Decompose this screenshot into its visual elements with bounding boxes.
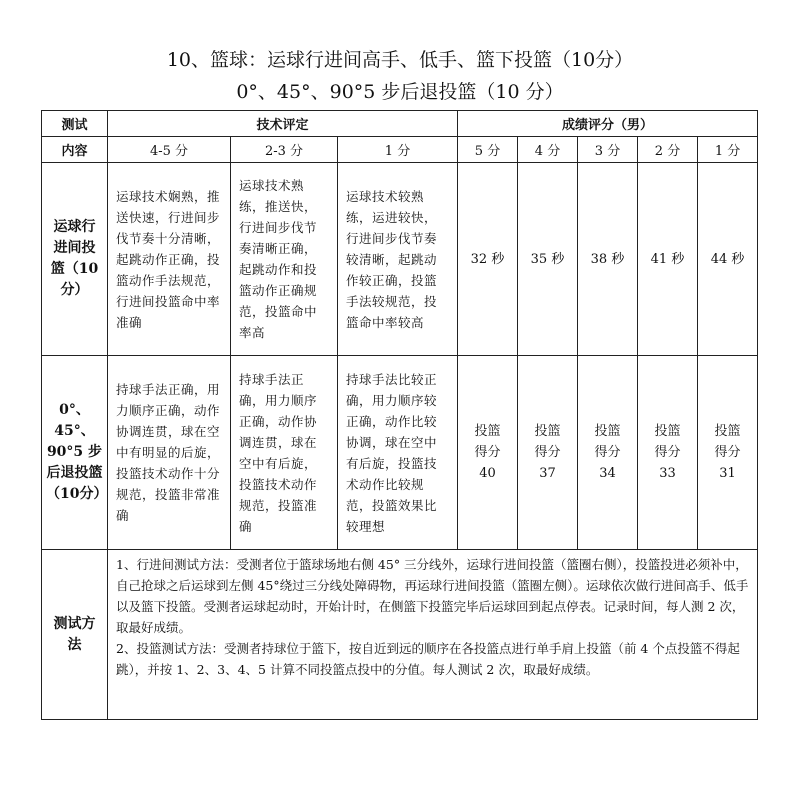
header-test-label-a: 测试 [42, 111, 108, 137]
shot-score-value: 40 [479, 466, 496, 481]
time-score: 44 秒 [698, 163, 758, 356]
shot-score [698, 356, 758, 550]
method-text [108, 550, 758, 720]
tech-desc: 持球手法比较正确，用力顺序较正确，动作比较协调，球在空中有后旋，投篮技术动作比较规范，投篮效果比较理想 [338, 356, 458, 550]
points-header: 5 分 [458, 137, 518, 163]
method-paragraph-1: 1、行进间测试方法：受测者位于篮球场地右侧 45° 三分线外，运球行进间投篮（篮圈右侧），投篮投进必须补中，自己抢球之后运球到左侧 45°绕过三分线处障碍物，再运球行进间投篮（篮圈左侧）。运球依次做行进间高手、低手以及篮下投篮。受测者运球起动时，开始计时，在侧篮下投篮完毕后运球回到起点停表。记录时间，每人测 2 次，取最好成绩。 [116, 557, 749, 635]
shot-score-value: 37 [539, 466, 556, 481]
shot-score-value: 31 [719, 466, 736, 481]
shot-score-value: 33 [659, 466, 676, 481]
header-score-eval: 成绩评分（男） [458, 111, 758, 137]
method-paragraph-2: 2、投篮测试方法：受测者持球位于篮下，按自近到远的顺序在各投篮点进行单手肩上投篮（前 4 个点投篮不得起跳），并按 1、2、3、4、5 计算不同投篮点投中的分值。每人测试 2 次，取最好成绩。 [116, 641, 740, 677]
level-header: 4-5 分 [108, 137, 231, 163]
row-label-stepback-shot: 0°、45°、90°5 步后退投篮（10分） [42, 356, 108, 550]
points-header: 1 分 [698, 137, 758, 163]
tech-desc: 持球手法正确，用力顺序正确，动作协调连贯，球在空中有后旋，投篮技术动作规范，投篮准确 [231, 356, 338, 550]
time-score: 41 秒 [638, 163, 698, 356]
level-header: 1 分 [338, 137, 458, 163]
time-score: 38 秒 [578, 163, 638, 356]
points-header: 4 分 [518, 137, 578, 163]
time-score: 32 秒 [458, 163, 518, 356]
shot-score-label: 投篮得分 [714, 424, 741, 460]
shot-score-label: 投篮得分 [594, 424, 621, 460]
shot-score-label: 投篮得分 [654, 424, 681, 460]
row-label-method: 测试方法 [42, 550, 108, 720]
tech-desc: 运球技术熟练，推送快，行进间步伐节奏清晰正确，起跳动作和投篮动作正确规范，投篮命中率高 [231, 163, 338, 356]
tech-desc: 持球手法正确，用力顺序正确，动作协调连贯，球在空中有明显的后旋，投篮技术动作十分规范，投篮非常准确 [108, 356, 231, 550]
tech-desc: 运球技术较熟练，运进较快，行进间步伐节奏较清晰，起跳动作较正确，投篮手法较规范，投篮命中率较高 [338, 163, 458, 356]
level-header: 2-3 分 [231, 137, 338, 163]
shot-score-value: 34 [599, 466, 616, 481]
scoring-table [41, 110, 758, 720]
shot-score-label: 投篮得分 [474, 424, 501, 460]
page-subtitle: 0°、45°、90°5 步后退投篮（10 分） [236, 81, 564, 103]
shot-score [458, 356, 518, 550]
shot-score-label: 投篮得分 [534, 424, 561, 460]
row-label-dribble-shot: 运球行进间投篮（10分） [42, 163, 108, 356]
points-header: 3 分 [578, 137, 638, 163]
page-title: 10、篮球：运球行进间高手、低手、篮下投篮（10分） [166, 49, 634, 71]
points-header: 2 分 [638, 137, 698, 163]
header-tech-eval: 技术评定 [108, 111, 458, 137]
shot-score [638, 356, 698, 550]
shot-score [578, 356, 638, 550]
header-test-label-b: 内容 [42, 137, 108, 163]
shot-score [518, 356, 578, 550]
tech-desc: 运球技术娴熟，推送快速，行进间步伐节奏十分清晰，起跳动作正确，投篮动作手法规范，行进间投篮命中率准确 [108, 163, 231, 356]
time-score: 35 秒 [518, 163, 578, 356]
